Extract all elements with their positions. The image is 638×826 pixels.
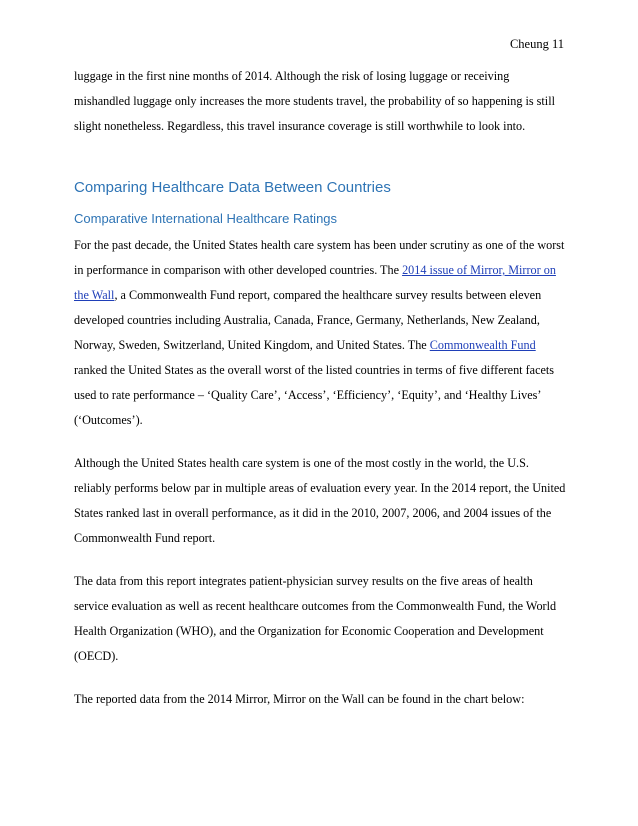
subsection-heading: Comparative International Healthcare Ratings [74,211,338,226]
paragraph-text: , a Commonwealth Fund report, compared the healthcare survey results between eleven developed countries including Australia, Canada, France, Germany, Netherlands, New Zealand, Norway, Sweden, Switzerland, United Kingdom, and United States. The [74,288,542,352]
page-header [510,36,564,52]
paragraph-text: ranked the United States as the overall worst of the listed countries in terms of five different facets used to rate performance – ‘Quality Care’, ‘Access’, ‘Efficiency’, ‘Equity’, and ‘Healthy Lives’ (‘Outcomes’). [74,363,555,427]
commonwealth-fund-link[interactable]: Commonwealth Fund [429,338,536,352]
paragraph-mirror-report [74,233,566,433]
page-number-label: Cheung 11 [509,37,564,51]
paragraph-text: For the past decade, the United States health care system has been under scrutiny as one of the worst in performance in comparison with other developed countries. The [74,238,565,277]
paragraph-data-sources: The data from this report integrates patient-physician survey results on the five areas of health service evaluation as well as recent healthcare outcomes from the Commonwealth Fund, the World Health Organization (WHO), and the Organization for Economic Cooperation and Development (OECD). [74,574,557,663]
page-content [74,64,566,712]
paragraph-cost: Although the United States health care system is one of the most costly in the world, the U.S. reliably performs below par in multiple areas of evaluation every year. In the 2014 report, the United States ranked last in overall performance, as it did in the 2010, 2007, 2006, and 2004 issues of the Commonwealth Fund report. [74,456,566,545]
paragraph-chart-intro: The reported data from the 2014 Mirror, Mirror on the Wall can be found in the chart below: [74,692,525,706]
mirror-report-link[interactable]: 2014 issue of Mirror, Mirror on the Wall [74,263,556,302]
section-heading: Comparing Healthcare Data Between Countries [74,179,391,196]
intro-paragraph: luggage in the first nine months of 2014. Although the risk of losing luggage or receiving mishandled luggage only increases the more students travel, the probability of so happening is still slight nonetheless. Regardless, this travel insurance coverage is still worthwhile to look into. [74,69,555,133]
